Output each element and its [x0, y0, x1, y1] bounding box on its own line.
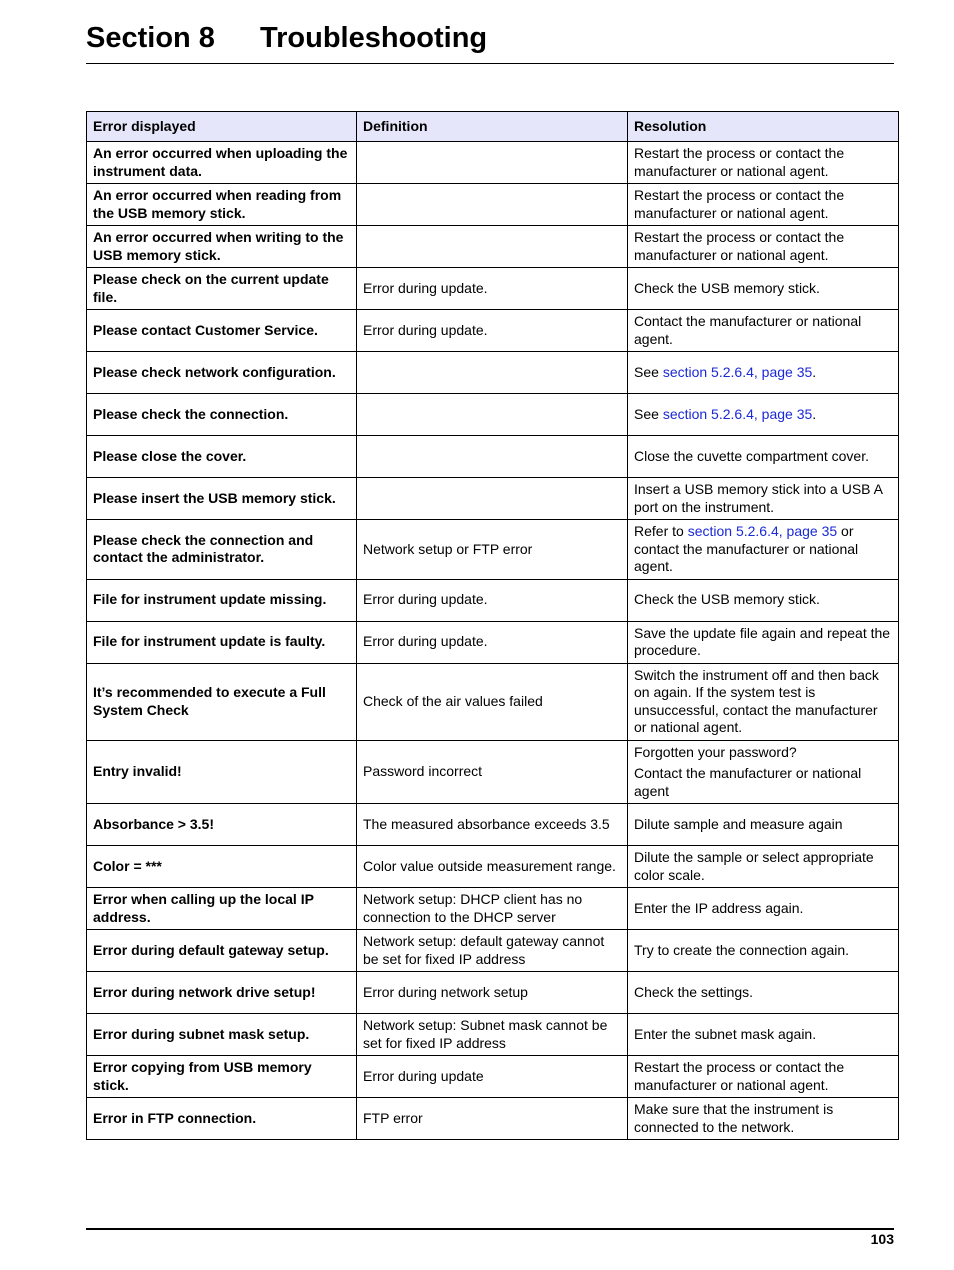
error-cell: Please check the connection and contact the administrator.: [87, 520, 357, 580]
table-row: [87, 930, 899, 972]
table-row: [87, 478, 899, 520]
definition-cell: Network setup: Subnet mask cannot be set for fixed IP address: [357, 1014, 628, 1056]
table-row: [87, 621, 899, 663]
definition-cell: Error during update: [357, 1056, 628, 1098]
definition-cell: Network setup: DHCP client has no connection to the DHCP server: [357, 888, 628, 930]
page-title: [86, 18, 894, 58]
error-cell: An error occurred when reading from the USB memory stick.: [87, 184, 357, 226]
error-cell: Please check network configuration.: [87, 352, 357, 394]
section-reference-link[interactable]: section 5.2.6.4, page 35: [662, 405, 813, 422]
table-row: [87, 352, 899, 394]
error-cell: Error during subnet mask setup.: [87, 1014, 357, 1056]
resolution-text: Enter the subnet mask again.: [634, 1025, 817, 1042]
error-cell: An error occurred when uploading the instrument data.: [87, 142, 357, 184]
definition-cell: Error during update.: [357, 621, 628, 663]
column-header-resolution: Resolution: [628, 112, 899, 142]
resolution-text: Check the USB memory stick.: [634, 279, 820, 296]
table-row: [87, 394, 899, 436]
table-row: [87, 1056, 899, 1098]
resolution-text: See: [634, 363, 663, 380]
error-cell: Color = ***: [87, 846, 357, 888]
error-cell: Error copying from USB memory stick.: [87, 1056, 357, 1098]
resolution-text: Check the settings.: [634, 983, 754, 1000]
error-cell: Error during default gateway setup.: [87, 930, 357, 972]
resolution-text: Restart the process or contact the manufacturer or national agent.: [634, 1059, 845, 1093]
error-cell: Please close the cover.: [87, 436, 357, 478]
resolution-text: Enter the IP address again.: [634, 899, 804, 916]
definition-cell: Color value outside measurement range.: [357, 846, 628, 888]
resolution-text: Switch the instrument off and then back on again. If the system test is unsuccessful, contact the manufacturer or national agent.: [634, 666, 879, 735]
resolution-cell: [628, 520, 899, 580]
definition-cell: [357, 394, 628, 436]
resolution-text: .: [812, 363, 817, 380]
resolution-cell: [628, 436, 899, 478]
definition-cell: [357, 352, 628, 394]
section-number: Section 8: [86, 22, 215, 54]
table-header-row: [87, 112, 899, 142]
footer-rule: [86, 1228, 894, 1230]
table-row: [87, 579, 899, 621]
error-cell: File for instrument update missing.: [87, 579, 357, 621]
resolution-text: Try to create the connection again.: [634, 941, 850, 958]
resolution-text: Insert a USB memory stick into a USB A port on the instrument.: [634, 481, 883, 515]
error-cell: Please contact Customer Service.: [87, 310, 357, 352]
definition-cell: Error during update.: [357, 310, 628, 352]
resolution-text: Make sure that the instrument is connected to the network.: [634, 1101, 834, 1135]
resolution-cell: [628, 1098, 899, 1140]
table-row: [87, 804, 899, 846]
definition-cell: Error during update.: [357, 579, 628, 621]
resolution-text: or contact the manufacturer or national agent.: [634, 523, 859, 574]
resolution-cell: [628, 804, 899, 846]
definition-cell: [357, 184, 628, 226]
table-row: [87, 310, 899, 352]
resolution-text: Dilute the sample or select appropriate color scale.: [634, 849, 874, 883]
definition-cell: Check of the air values failed: [357, 663, 628, 740]
table-row: [87, 888, 899, 930]
table-row: [87, 972, 899, 1014]
error-cell: File for instrument update is faulty.: [87, 621, 357, 663]
error-cell: Please check on the current update file.: [87, 268, 357, 310]
table-row: [87, 663, 899, 740]
error-cell: Please insert the USB memory stick.: [87, 478, 357, 520]
resolution-cell: [628, 663, 899, 740]
definition-cell: [357, 478, 628, 520]
error-cell: Please check the connection.: [87, 394, 357, 436]
table-row: [87, 184, 899, 226]
resolution-text: Restart the process or contact the manufacturer or national agent.: [634, 145, 845, 179]
section-reference-link[interactable]: section 5.2.6.4, page 35: [662, 363, 813, 380]
resolution-text: Contact the manufacturer or national agent.: [634, 313, 862, 347]
error-cell: It’s recommended to execute a Full System Check: [87, 663, 357, 740]
resolution-text: Dilute sample and measure again: [634, 815, 843, 832]
resolution-cell: [628, 352, 899, 394]
definition-cell: Network setup or FTP error: [357, 520, 628, 580]
resolution-cell: [628, 579, 899, 621]
definition-cell: Network setup: default gateway cannot be set for fixed IP address: [357, 930, 628, 972]
resolution-text: Forgotten your password?: [634, 743, 797, 760]
table-row: [87, 846, 899, 888]
resolution-cell: [628, 394, 899, 436]
resolution-cell: [628, 268, 899, 310]
table-row: [87, 436, 899, 478]
section-reference-link[interactable]: section 5.2.6.4, page 35: [687, 523, 838, 539]
resolution-text: Close the cuvette compartment cover.: [634, 447, 869, 464]
resolution-cell: [628, 1056, 899, 1098]
error-cell: Error when calling up the local IP address.: [87, 888, 357, 930]
page-number: 103: [870, 1231, 894, 1247]
resolution-cell: [628, 184, 899, 226]
resolution-cell: [628, 888, 899, 930]
resolution-cell: [628, 621, 899, 663]
resolution-text: Check the USB memory stick.: [634, 591, 820, 608]
definition-cell: [357, 142, 628, 184]
resolution-cell: [628, 930, 899, 972]
header-rule: [86, 63, 894, 64]
error-cell: An error occurred when writing to the USB memory stick.: [87, 226, 357, 268]
resolution-cell: [628, 478, 899, 520]
table-row: [87, 1014, 899, 1056]
resolution-cell: [628, 972, 899, 1014]
resolution-cell: [628, 846, 899, 888]
resolution-cell: [628, 1014, 899, 1056]
column-header-definition: Definition: [357, 112, 628, 142]
section-title: Troubleshooting: [260, 22, 488, 54]
table-row: [87, 520, 899, 580]
resolution-text: Refer to: [634, 523, 688, 539]
definition-cell: [357, 226, 628, 268]
table-row: [87, 226, 899, 268]
resolution-text: Save the update file again and repeat the procedure.: [634, 624, 891, 658]
error-cell: Entry invalid!: [87, 740, 357, 804]
table-row: [87, 1098, 899, 1140]
table-body: [87, 142, 899, 1140]
table-row: [87, 142, 899, 184]
resolution-text: Contact the manufacturer or national agent: [634, 765, 862, 799]
troubleshooting-table: [86, 111, 899, 1140]
resolution-text: Restart the process or contact the manufacturer or national agent.: [634, 187, 845, 221]
resolution-cell: [628, 226, 899, 268]
resolution-cell: [628, 142, 899, 184]
resolution-cell: [628, 310, 899, 352]
resolution-cell: [628, 740, 899, 804]
resolution-text: .: [812, 405, 817, 422]
resolution-text: See: [634, 405, 663, 422]
definition-cell: Error during network setup: [357, 972, 628, 1014]
error-cell: Absorbance > 3.5!: [87, 804, 357, 846]
definition-cell: The measured absorbance exceeds 3.5: [357, 804, 628, 846]
resolution-text: Restart the process or contact the manufacturer or national agent.: [634, 229, 845, 263]
definition-cell: [357, 436, 628, 478]
column-header-error: Error displayed: [87, 112, 357, 142]
definition-cell: Error during update.: [357, 268, 628, 310]
definition-cell: Password incorrect: [357, 740, 628, 804]
definition-cell: FTP error: [357, 1098, 628, 1140]
error-cell: Error during network drive setup!: [87, 972, 357, 1014]
error-cell: Error in FTP connection.: [87, 1098, 357, 1140]
table-row: [87, 268, 899, 310]
table-row: [87, 740, 899, 804]
